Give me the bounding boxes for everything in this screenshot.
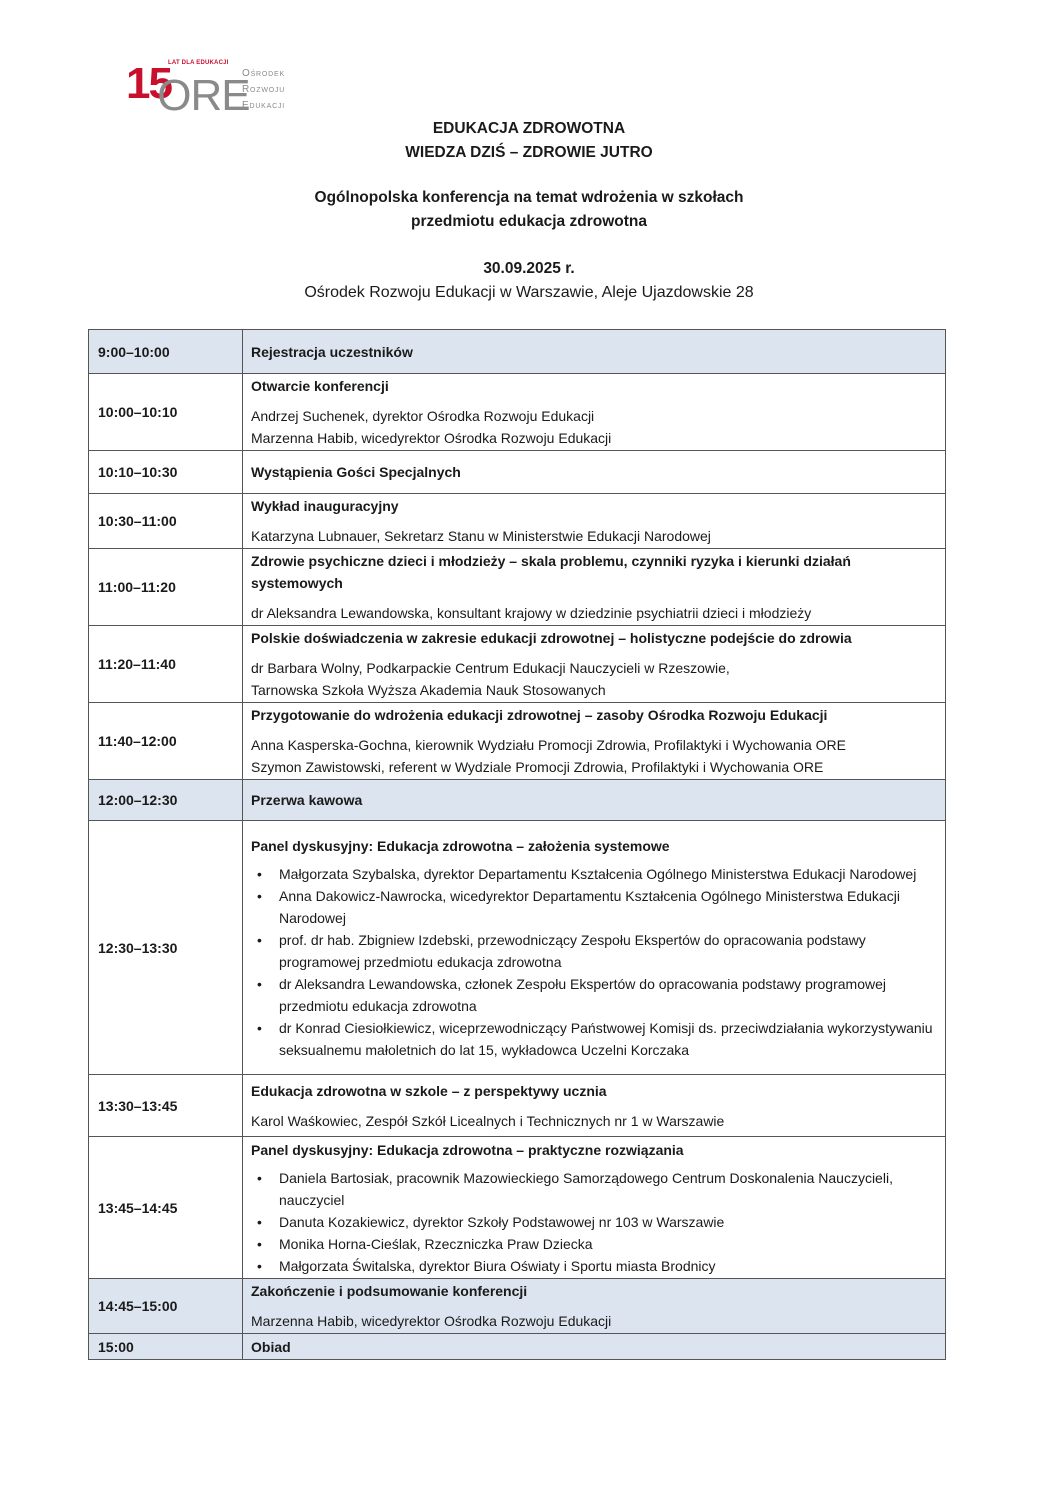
session-title: Wystąpienia Gości Specjalnych [251, 464, 461, 480]
speaker: Karol Waśkowiec, Zespół Szkół Licealnych i Technicznych nr 1 w Warszawie [251, 1112, 725, 1129]
panelist: • dr Aleksandra Lewandowska, członek Zespołu Ekspertów do opracowania podstawy programowej przedmiotu edukacja zdrowotna [279, 973, 937, 1017]
spacer [251, 1102, 937, 1110]
speaker: Anna Kasperska-Gochna, kierownik Wydziału Promocji Zdrowia, Profilaktyki i Wychowania ORE [251, 737, 846, 753]
logo-org-line: Ośrodek [242, 68, 285, 79]
logo-org-name [242, 66, 285, 114]
agenda-row [89, 1075, 946, 1137]
agenda-time: 10:00–10:10 [89, 374, 243, 451]
agenda-content [243, 626, 946, 703]
agenda-content [243, 549, 946, 626]
panelist: • Danuta Kozakiewicz, dyrektor Szkoły Podstawowej nr 103 w Warszawie [279, 1211, 937, 1233]
panelist: • prof. dr hab. Zbigniew Izdebski, przewodniczący Zespołu Ekspertów do opracowania podstawy programowej przedmiotu edukacja zdrowotna [279, 929, 937, 973]
agenda-row [89, 780, 946, 821]
speaker: Katarzyna Lubnauer, Sekretarz Stanu w Ministerstwie Edukacji Narodowej [251, 528, 711, 544]
agenda-content [243, 1279, 946, 1334]
agenda-time: 9:00–10:00 [89, 330, 243, 374]
ore-logo [124, 59, 304, 120]
session-title: Edukacja zdrowotna w szkole – z perspektywy ucznia [251, 1082, 607, 1099]
session-title: Przygotowanie do wdrożenia edukacji zdrowotnej – zasoby Ośrodka Rozwoju Edukacji [251, 707, 828, 723]
panelist: • Daniela Bartosiak, pracownik Mazowieckiego Samorządowego Centrum Doskonalenia Nauczycieli, nauczyciel [279, 1167, 937, 1211]
agenda-row [89, 374, 946, 451]
spacer [251, 594, 937, 602]
spacer [251, 726, 937, 734]
agenda-row [89, 703, 946, 780]
speaker: Andrzej Suchenek, dyrektor Ośrodka Rozwoju Edukacji [251, 408, 595, 424]
agenda-content [243, 780, 946, 821]
speaker: Marzenna Habib, wicedyrektor Ośrodka Rozwoju Edukacji [251, 430, 612, 446]
agenda-time: 13:45–14:45 [89, 1137, 243, 1279]
document-title [0, 117, 1058, 165]
agenda-time: 14:45–15:00 [89, 1279, 243, 1334]
agenda-row [89, 451, 946, 494]
agenda-row [89, 1137, 946, 1279]
agenda-content [243, 1075, 946, 1137]
spacer [251, 517, 937, 525]
agenda-row [89, 1334, 946, 1360]
panelist: • Monika Horna-Cieślak, Rzeczniczka Praw Dziecka [279, 1233, 937, 1255]
agenda-time: 11:20–11:40 [89, 626, 243, 703]
logo-tagline: LAT DLA EDUKACJI [168, 60, 229, 66]
agenda-time: 12:00–12:30 [89, 780, 243, 821]
logo-org-line: Edukacji [242, 100, 286, 111]
logo-org-line: Rozwoju [242, 84, 286, 95]
panelist: • Małgorzata Szybalska, dyrektor Departamentu Kształcenia Ogólnego Ministerstwa Edukacji Narodowej [279, 863, 937, 885]
session-title: Panel dyskusyjny: Edukacja zdrowotna – założenia systemowe [251, 837, 670, 854]
speaker: dr Barbara Wolny, Podkarpackie Centrum Edukacji Nauczycieli w Rzeszowie, [251, 660, 730, 676]
session-title: Przerwa kawowa [251, 792, 363, 808]
panelist: • Małgorzata Świtalska, dyrektor Biura Oświaty i Sportu miasta Brodnicy [279, 1255, 937, 1277]
agenda-time: 10:10–10:30 [89, 451, 243, 494]
agenda-content [243, 451, 946, 494]
panelist-list [251, 1167, 937, 1277]
logo-15: 15 [126, 59, 171, 108]
agenda-content [243, 1137, 946, 1279]
agenda-content [243, 821, 946, 1075]
agenda-time: 10:30–11:00 [89, 494, 243, 549]
title-line-1: EDUKACJA ZDROWOTNA [432, 120, 626, 137]
document-subtitle [0, 186, 1058, 234]
agenda-row [89, 330, 946, 374]
session-title: Obiad [251, 1338, 291, 1355]
session-title: Polskie doświadczenia w zakresie edukacji zdrowotnej – holistyczne podejście do zdrowia [251, 630, 852, 646]
panelist: • dr Konrad Ciesiołkiewicz, wiceprzewodniczący Państwowej Komisji ds. przeciwdziałania wykorzystywaniu seksualnemu małoletnich do lat 15, wykładowca Uczelni Korczaka [279, 1017, 937, 1061]
speaker: Szymon Zawistowski, referent w Wydziale Promocji Zdrowia, Profilaktyki i Wychowania ORE [251, 759, 824, 775]
agenda-row [89, 494, 946, 549]
agenda-table [88, 329, 946, 1360]
spacer [251, 649, 937, 657]
agenda-time: 13:30–13:45 [89, 1075, 243, 1137]
session-title: Zdrowie psychiczne dzieci i młodzieży – skala problemu, czynniki ryzyka i kierunki działań systemowych [251, 553, 851, 591]
subtitle-line-1: Ogólnopolska konferencja na temat wdrożenia w szkołach [314, 189, 744, 206]
speaker: Marzenna Habib, wicedyrektor Ośrodka Rozwoju Edukacji [251, 1313, 612, 1329]
session-title: Panel dyskusyjny: Edukacja zdrowotna – praktyczne rozwiązania [251, 1141, 684, 1158]
agenda-content [243, 374, 946, 451]
agenda-time: 12:30–13:30 [89, 821, 243, 1075]
agenda-content [243, 703, 946, 780]
speaker: Tarnowska Szkoła Wyższa Akademia Nauk Stosowanych [251, 682, 606, 698]
agenda-content [243, 330, 946, 374]
title-line-2: WIEDZA DZIŚ – ZDROWIE JUTRO [405, 144, 653, 161]
subtitle-line-2: przedmiotu edukacja zdrowotna [411, 213, 647, 230]
panelist: • Anna Dakowicz-Nawrocka, wicedyrektor Departamentu Kształcenia Ogólnego Ministerstwa Edukacji Narodowej [279, 885, 937, 929]
event-venue: Ośrodek Rozwoju Edukacji w Warszawie, Aleje Ujazdowskie 28 [304, 284, 754, 301]
agenda-time: 15:00 [89, 1334, 243, 1360]
session-title: Zakończenie i podsumowanie konferencji [251, 1283, 528, 1299]
event-date: 30.09.2025 r. [483, 260, 575, 277]
spacer [251, 397, 937, 405]
agenda-content [243, 1334, 946, 1360]
logo-brand: ORE [157, 71, 250, 120]
agenda-row [89, 1279, 946, 1334]
agenda-row [89, 821, 946, 1075]
spacer [251, 1302, 937, 1310]
speaker: dr Aleksandra Lewandowska, konsultant krajowy w dziedzinie psychiatrii dzieci i młodzieży [251, 605, 812, 621]
agenda-row [89, 549, 946, 626]
agenda-content [243, 494, 946, 549]
panelist-list [251, 863, 937, 1061]
session-title: Wykład inauguracyjny [251, 498, 399, 514]
agenda-time: 11:40–12:00 [89, 703, 243, 780]
agenda-row [89, 626, 946, 703]
session-title: Rejestracja uczestników [251, 343, 413, 360]
agenda-time: 11:00–11:20 [89, 549, 243, 626]
session-title: Otwarcie konferencji [251, 378, 389, 394]
